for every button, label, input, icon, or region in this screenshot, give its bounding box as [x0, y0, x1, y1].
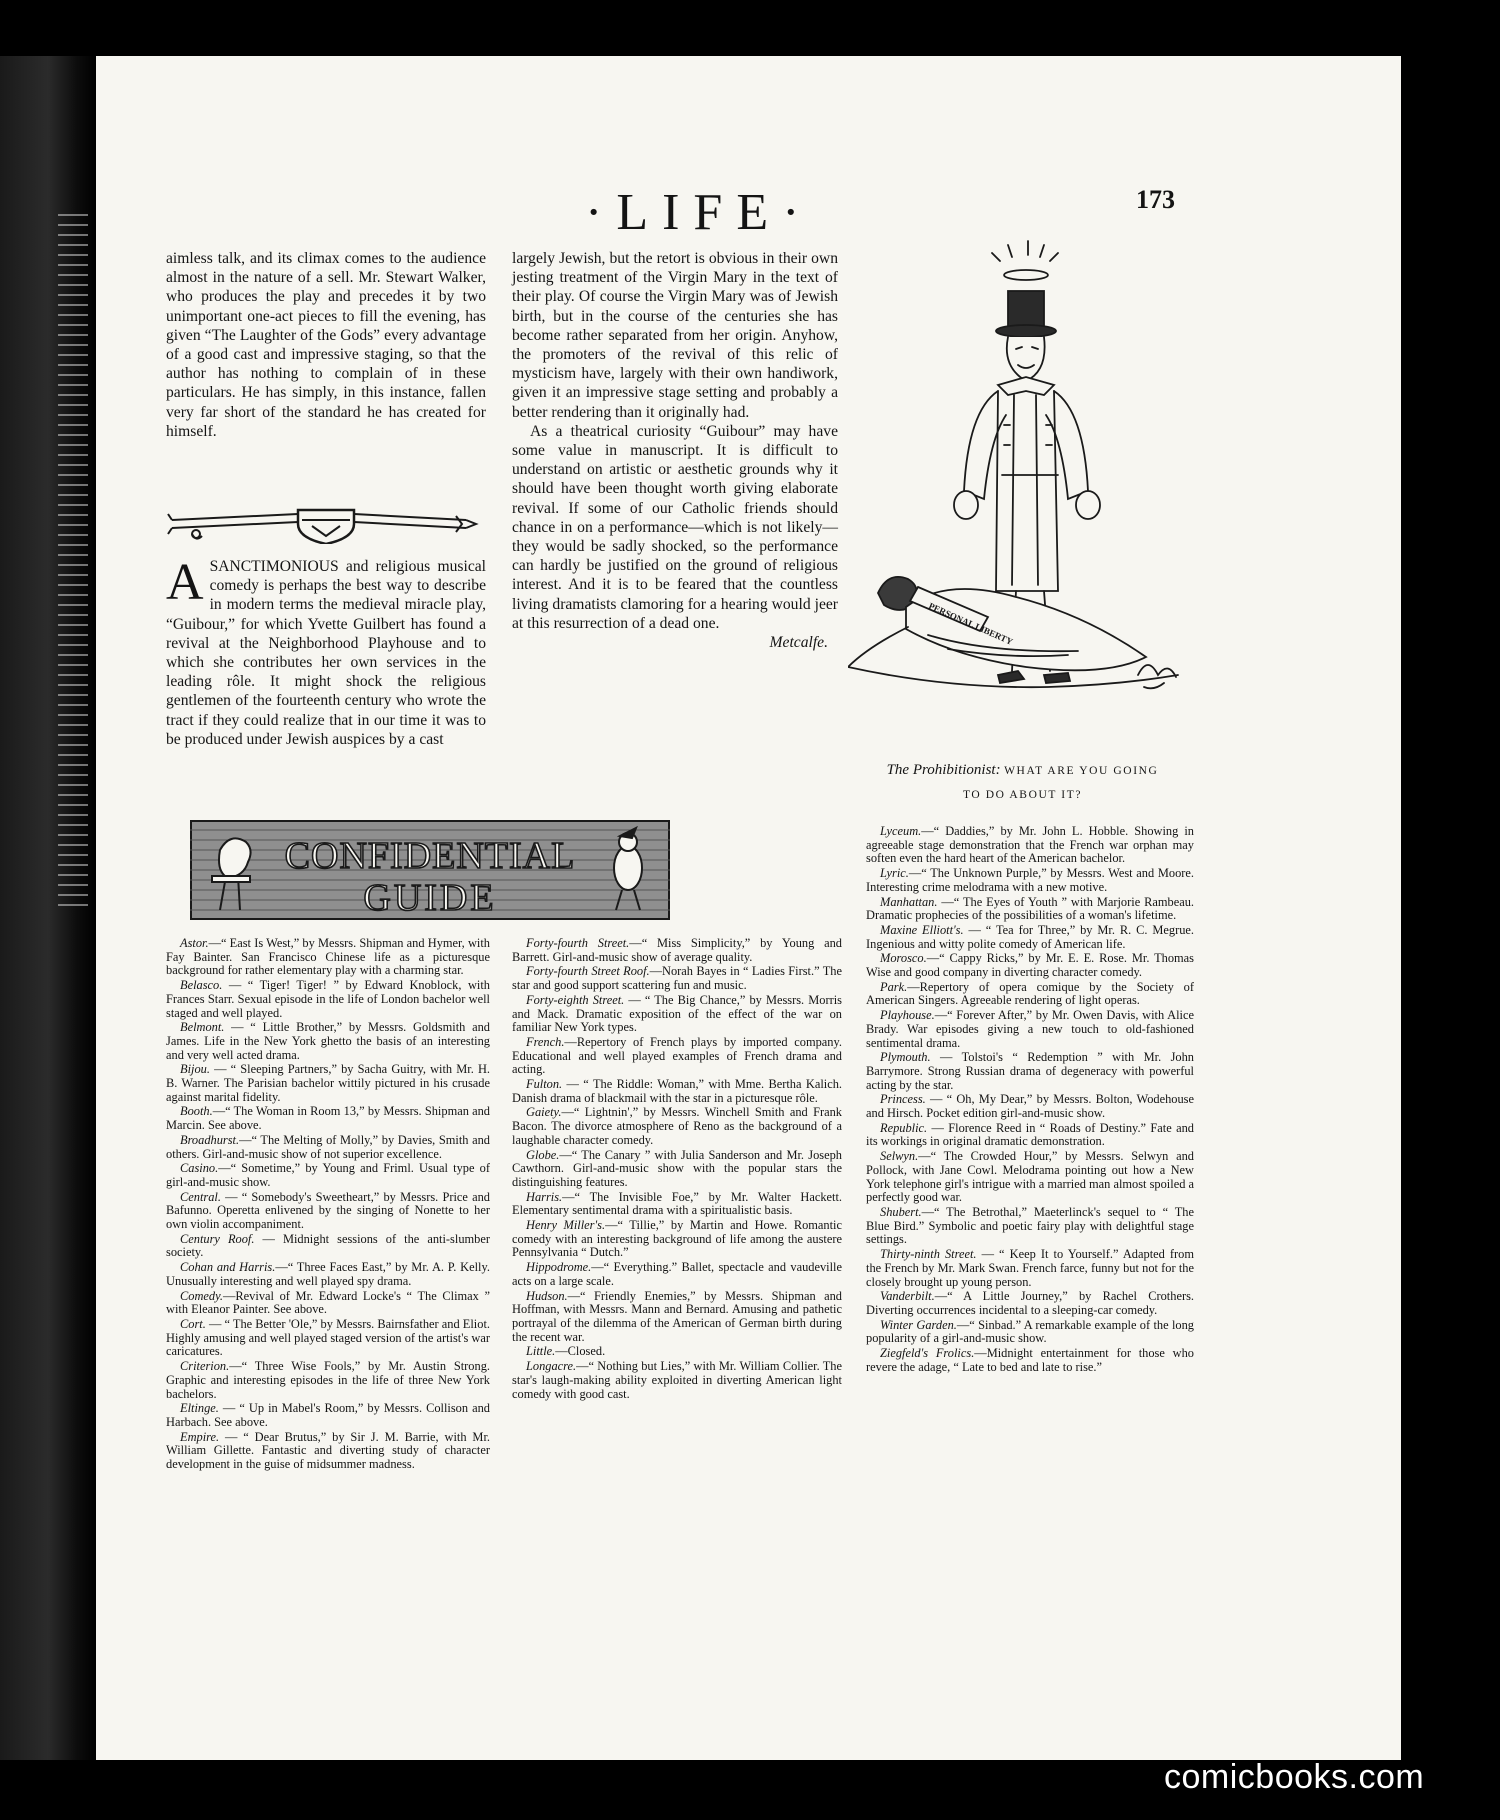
page-number: 173: [1136, 185, 1175, 214]
venue-name: Criterion.: [180, 1359, 230, 1374]
venue-name: French.: [526, 1034, 565, 1049]
entry-text: —Closed.: [555, 1344, 606, 1359]
entry-text: —Norah Bayes in “ Ladies First.” The star and good support scattering fun and music.: [512, 964, 842, 993]
venue-name: Forty-eighth Street.: [526, 992, 625, 1007]
entry-text: — “ Oh, My Dear,” by Messrs. Bolton, Wodehouse and Hirsch. Pocket edition girl-and-music show.: [866, 1092, 1194, 1121]
entry-text: —Midnight entertainment for those who revere the adage, “ Late to bed and late to rise.”: [866, 1346, 1195, 1374]
venue-name: Broadhurst.: [180, 1132, 240, 1147]
article-paragraph: As a theatrical curiosity “Guibour” may have some value in manuscript. It is difficult to understand on artistic or aesthetic grounds why it should have been thought worth giving elaborate revival. If some of our Catholic friends should chance in on a performance—which is not likely—they would be sadly shocked, so the performance can hardly be justified on the ground of religious interest. And it is to be feared that the countless living dramatists clamoring for a hearing would jeer at this resurrection of a dead one.: [512, 422, 838, 632]
entry-text: —“ A Little Journey,” by Rachel Crothers. Diverting occurrences incidental to a sleeping-car comedy.: [866, 1289, 1194, 1317]
article-paragraph: largely Jewish, but the retort is obvious in their own jesting treatment of the Virgin Mary in the text of their play. Of course the Virgin Mary was of Jewish birth, but in the course of the centuries she has become rather separated from her origin. Anyhow, the promoters of the revival of this relic of mysticism have, largely with their own handiwork, given it an impressive stage setting and probably a better rendering than it originally had.: [512, 250, 838, 421]
guide-entry: [166, 1105, 490, 1132]
venue-name: Princess.: [880, 1092, 926, 1107]
entry-text: —“ Sometime,” by Young and Friml. Usual type of girl-and-music show.: [166, 1161, 490, 1189]
article-column-1: [166, 249, 486, 441]
guide-entry: [166, 979, 490, 1020]
venue-name: Playhouse.: [880, 1008, 935, 1023]
venue-name: Hudson.: [526, 1288, 568, 1303]
entry-text: — “ Tiger! Tiger! ” by Edward Knoblock, with Frances Starr. Sexual episode in the life of London bachelor well staged and well played.: [166, 978, 490, 1020]
caption-text-line1: WHAT ARE YOU GOING: [1004, 765, 1159, 777]
guide-entry: [166, 1134, 490, 1161]
entry-text: —“ Three Wise Fools,” by Mr. Austin Strong. Graphic and interesting episodes in the life of three New York bachelors.: [166, 1359, 490, 1401]
banner-title-line1: CONFIDENTIAL: [284, 835, 576, 877]
venue-name: Forty-fourth Street.: [526, 936, 630, 950]
guide-column-3: [866, 825, 1194, 1375]
entry-text: —Repertory of opera comique by the Society of American Singers. Agreeable rendering of light operas.: [866, 979, 1194, 1008]
guide-entry: [166, 1233, 490, 1260]
venue-name: Harris.: [526, 1189, 563, 1204]
guide-entry: [512, 1219, 842, 1260]
guide-entry: [512, 1078, 842, 1105]
entry-text: —“ The Canary ” with Julia Sanderson and Mr. Joseph Cawthorn. Girl-and-music show with the popular stars the distinguishing features.: [512, 1147, 842, 1189]
entry-text: —“ The Unknown Purple,” by Messrs. West and Moore. Interesting crime melodrama with a new motive.: [866, 866, 1194, 894]
guide-entry: [866, 952, 1194, 979]
venue-name: Republic.: [880, 1120, 928, 1135]
guide-entry: [866, 924, 1194, 951]
venue-name: Selwyn.: [880, 1149, 919, 1164]
entry-text: —“ The Betrothal,” Maeterlinck's sequel to “ The Blue Bird.” Symbolic and poetic fairy play with delightful stage settings.: [866, 1204, 1194, 1247]
caption-text-line2: TO DO ABOUT IT?: [962, 789, 1083, 801]
venue-name: Longacre.: [526, 1359, 577, 1374]
venue-name: Cohan and Harris.: [180, 1260, 276, 1275]
venue-name: Central.: [180, 1189, 221, 1204]
guide-entry: [866, 1347, 1194, 1374]
entry-text: — “ Keep It to Yourself.” Adapted from the French by Mr. Mark Swan. French farce, funny but not for the closely brought up young person.: [866, 1247, 1194, 1289]
guide-entry: [866, 825, 1194, 866]
entry-text: —“ Tillie,” by Martin and Howe. Romantic comedy with an interesting background of life among the austere Pennsylvania “ Dutch.”: [512, 1218, 842, 1260]
entry-text: —“ Everything.” Ballet, spectacle and vaudeville acts on a large scale.: [512, 1260, 842, 1288]
entry-text: —“ Miss Simplicity,” by Young and Barrett. Girl-and-music show of average quality.: [512, 936, 843, 964]
site-watermark: comicbooks.com: [1164, 1758, 1425, 1796]
guide-column-1: [166, 937, 490, 1473]
venue-name: Thirty-ninth Street.: [880, 1247, 977, 1262]
venue-name: Casino.: [180, 1161, 219, 1176]
venue-name: Lyric.: [880, 866, 909, 881]
cartoon-caption: [860, 758, 1185, 807]
guide-entry: [866, 1051, 1194, 1092]
venue-name: Hippodrome.: [526, 1260, 592, 1275]
guide-entry: [512, 1261, 842, 1288]
caption-title: The Prohibitionist:: [886, 762, 1001, 778]
article-paragraph: aimless talk, and its climax comes to the audience almost in the nature of a sell. Mr. Stewart Walker, who produces the play and precedes it by two unimportant one-act pieces to fill the evening, has given “The Laughter of the Gods” every advantage of a good cast and impressive staging, so that the author has nothing to complain of in these particulars. He has simply, in this instance, fallen very far short of the standard he has created for himself.: [166, 250, 486, 440]
entry-text: — Tolstoi's “ Redemption ” with Mr. John Barrymore. Strong Russian drama of degeneracy with powerful acting by the star.: [866, 1050, 1194, 1092]
sash-label: PERSONAL LIBERTY: [927, 600, 1015, 647]
venue-name: Belmont.: [180, 1020, 225, 1035]
ornamental-divider: [166, 502, 486, 544]
entry-text: — Florence Reed in “ Roads of Destiny.” Fate and its workings in original dramatic demonstration.: [866, 1120, 1194, 1149]
venue-name: Plymouth.: [880, 1050, 931, 1065]
entry-text: —“ Daddies,” by Mr. John L. Hobble. Showing in agreeable stage demonstration that the French war orphan may soften even the hard heart of the American bachelor.: [866, 824, 1194, 866]
entry-text: —“ Forever After,” by Mr. Owen Davis, with Alice Brady. War episodes giving a new touch to old-fashioned sentimental drama.: [866, 1008, 1194, 1050]
entry-text: —“ The Eyes of Youth ” with Marjorie Rambeau. Dramatic prophecies of the possibilities of a woman's lifetime.: [866, 894, 1194, 923]
author-signature: Metcalfe.: [769, 634, 828, 652]
entry-text: —Repertory of French plays by imported company. Educational and well played examples of French drama and acting.: [512, 1034, 842, 1077]
banner-title-line2: GUIDE: [363, 877, 497, 919]
guide-entry: [166, 1063, 490, 1104]
guide-entry: [866, 1009, 1194, 1050]
guide-entry: [166, 1318, 490, 1359]
guide-entry: [512, 1036, 842, 1077]
venue-name: Winter Garden.: [880, 1317, 957, 1332]
entry-text: — Midnight sessions of the anti-slumber society.: [166, 1231, 490, 1260]
entry-text: —“ The Woman in Room 13,” by Messrs. Shipman and Marcin. See above.: [166, 1104, 490, 1133]
guide-entry: [166, 1162, 490, 1189]
facing-page-edge: [58, 206, 88, 1706]
entry-text: —“ The Melting of Molly,” by Davies, Smith and others. Girl-and-music show of not superior excellence.: [166, 1132, 490, 1161]
article-section-guibour: [166, 554, 486, 749]
guide-entry: [866, 1319, 1194, 1346]
guide-entry: [512, 1360, 842, 1401]
venue-name: Forty-fourth Street Roof.: [526, 964, 650, 979]
confidential-guide-banner: [190, 820, 670, 920]
entry-text: —“ Lightnin',” by Messrs. Winchell Smith and Frank Bacon. The divorce atmosphere of Reno as the background of a laughable character comedy.: [512, 1105, 842, 1147]
entry-text: — “ Little Brother,” by Messrs. Goldsmith and James. Life in the New York ghetto the basis of an interesting and very well acted drama.: [166, 1020, 490, 1062]
guide-entry: [512, 1106, 842, 1147]
guide-entry: [166, 1402, 490, 1429]
entry-text: — “ Up in Mabel's Room,” by Messrs. Collison and Harbach. See above.: [166, 1401, 490, 1429]
venue-name: Little.: [526, 1344, 556, 1359]
guide-entry: [512, 1290, 842, 1345]
venue-name: Park.: [880, 979, 908, 994]
guide-entry: [512, 1345, 842, 1359]
entry-text: — “ Somebody's Sweetheart,” by Messrs. Price and Bafunno. Operetta enlivened by the singing of Nonette to her own violin accompaniment.: [166, 1189, 490, 1232]
guide-entry: [866, 1290, 1194, 1317]
book-spine: [0, 56, 96, 1760]
entry-text: —“ The Invisible Foe,” by Mr. Walter Hackett. Elementary sentimental drama with a spiritualistic basis.: [512, 1189, 842, 1218]
entry-text: — “ Dear Brutus,” by Sir J. M. Barrie, with Mr. William Gillette. Fantastic and diverting study of character development in the guise of midsummer madness.: [166, 1429, 490, 1472]
guide-entry: [166, 1290, 490, 1317]
venue-name: Booth.: [180, 1104, 213, 1119]
venue-name: Maxine Elliott's.: [880, 922, 964, 937]
guide-column-2: [512, 937, 842, 1402]
venue-name: Empire.: [180, 1429, 220, 1444]
entry-text: —“ The Crowded Hour,” by Messrs. Selwyn and Pollock, with Jane Cowl. Melodrama pointing out how a New York telephone girl's intrigue with a married man almost spoiled a perfectly good war.: [866, 1149, 1194, 1205]
entry-text: —“ Friendly Enemies,” by Messrs. Shipman and Hoffman, with Messrs. Mann and Bernard. Amusing and pathetic portrayal of the dilemma of the American of German birth during the recent war.: [512, 1288, 842, 1344]
guide-entry: [512, 1149, 842, 1190]
article-paragraph: SANCTIMONIOUS and religious musical comedy is perhaps the best way to describe in modern terms the medieval miracle play, “Guibour,” for which Yvette Guilbert has found a revival at the Neighborhood Playhouse and to which she contributes her own services in the leading rôle. It might shock the religious gentlemen of the fourteenth century who wrote the tract if they could realize that in our time it was to be produced under Jewish auspices by a cast: [166, 558, 486, 748]
entry-text: —“ Sinbad.” A remarkable example of the long popularity of a girl-and-music show.: [866, 1317, 1194, 1346]
guide-entry: [512, 994, 842, 1035]
entry-text: — “ The Riddle: Woman,” with Mme. Bertha Kalich. Danish drama of blackmail with the star in a picturesque rôle.: [512, 1077, 842, 1105]
entry-text: — “ Tea for Three,” by Mr. R. C. Megrue. Ingenious and witty polite comedy of American life.: [866, 922, 1194, 951]
guide-entry: [866, 867, 1194, 894]
entry-text: —“ Three Faces East,” by Mr. A. P. Kelly. Unusually interesting and well played spy drama.: [166, 1260, 490, 1288]
venue-name: Cort.: [180, 1316, 206, 1331]
article-column-2: [512, 249, 838, 652]
entry-text: — “ The Big Chance,” by Messrs. Morris and Mack. Dramatic exposition of the effect of the war on familiar New York types.: [512, 992, 842, 1035]
venue-name: Century Roof.: [180, 1231, 255, 1246]
guide-entry: [166, 1021, 490, 1062]
guide-entry: [166, 937, 490, 978]
venue-name: Astor.: [180, 936, 209, 950]
guide-entry: [166, 1191, 490, 1232]
venue-name: Lyceum.: [880, 824, 922, 838]
venue-name: Globe.: [526, 1147, 560, 1162]
guide-entry: [166, 1360, 490, 1401]
venue-name: Henry Miller's.: [526, 1218, 606, 1233]
guide-entry: [866, 896, 1194, 923]
guide-entry: [166, 1261, 490, 1288]
entry-text: — “ The Better 'Ole,” by Messrs. Bairnsfather and Eliot. Highly amusing and well played staged version of the artist's war caricatures.: [166, 1316, 490, 1359]
guide-entry: [512, 1191, 842, 1218]
venue-name: Eltinge.: [180, 1401, 219, 1416]
venue-name: Ziegfeld's Frolics.: [880, 1346, 975, 1361]
entry-text: —“ East Is West,” by Messrs. Shipman and Hymer, with Fay Bainter. San Francisco Chinese life as a picturesque background for rather elementary play with a charming star.: [166, 936, 490, 978]
venue-name: Morosco.: [880, 951, 927, 966]
guide-entry: [512, 937, 842, 964]
venue-name: Vanderbilt.: [880, 1289, 935, 1304]
venue-name: Gaiety.: [526, 1105, 562, 1120]
venue-name: Shubert.: [880, 1204, 922, 1219]
venue-name: Bijou.: [180, 1062, 210, 1077]
entry-text: —Revival of Mr. Edward Locke's “ The Climax ” with Eleanor Painter. See above.: [166, 1288, 490, 1317]
guide-entry: [866, 1122, 1194, 1149]
venue-name: Comedy.: [180, 1288, 224, 1303]
drop-cap: A: [166, 554, 204, 611]
guide-entry: [166, 1431, 490, 1472]
entry-text: — “ Sleeping Partners,” by Sacha Guitry, with Mr. H. B. Warner. The Parisian bachelor wittily pictured in his crusade against marital fidelity.: [166, 1062, 490, 1104]
guide-entry: [866, 1206, 1194, 1247]
prohibitionist-cartoon: [848, 235, 1188, 735]
guide-entry: [866, 1093, 1194, 1120]
guide-entry: [512, 965, 842, 992]
masthead: ·LIFE·: [585, 184, 814, 241]
venue-name: Manhattan.: [880, 894, 938, 909]
guide-entry: [866, 1248, 1194, 1289]
guide-entry: [866, 981, 1194, 1008]
venue-name: Fulton.: [526, 1077, 563, 1092]
entry-text: —“ Cappy Ricks,” by Mr. E. E. Rose. Mr. Thomas Wise and good company in diverting character comedy.: [866, 951, 1194, 980]
guide-entry: [866, 1150, 1194, 1205]
venue-name: Belasco.: [180, 978, 223, 993]
entry-text: —“ Nothing but Lies,” with Mr. William Collier. The star's laugh-making ability exploited in diverting American light comedy with good cast.: [512, 1359, 842, 1401]
